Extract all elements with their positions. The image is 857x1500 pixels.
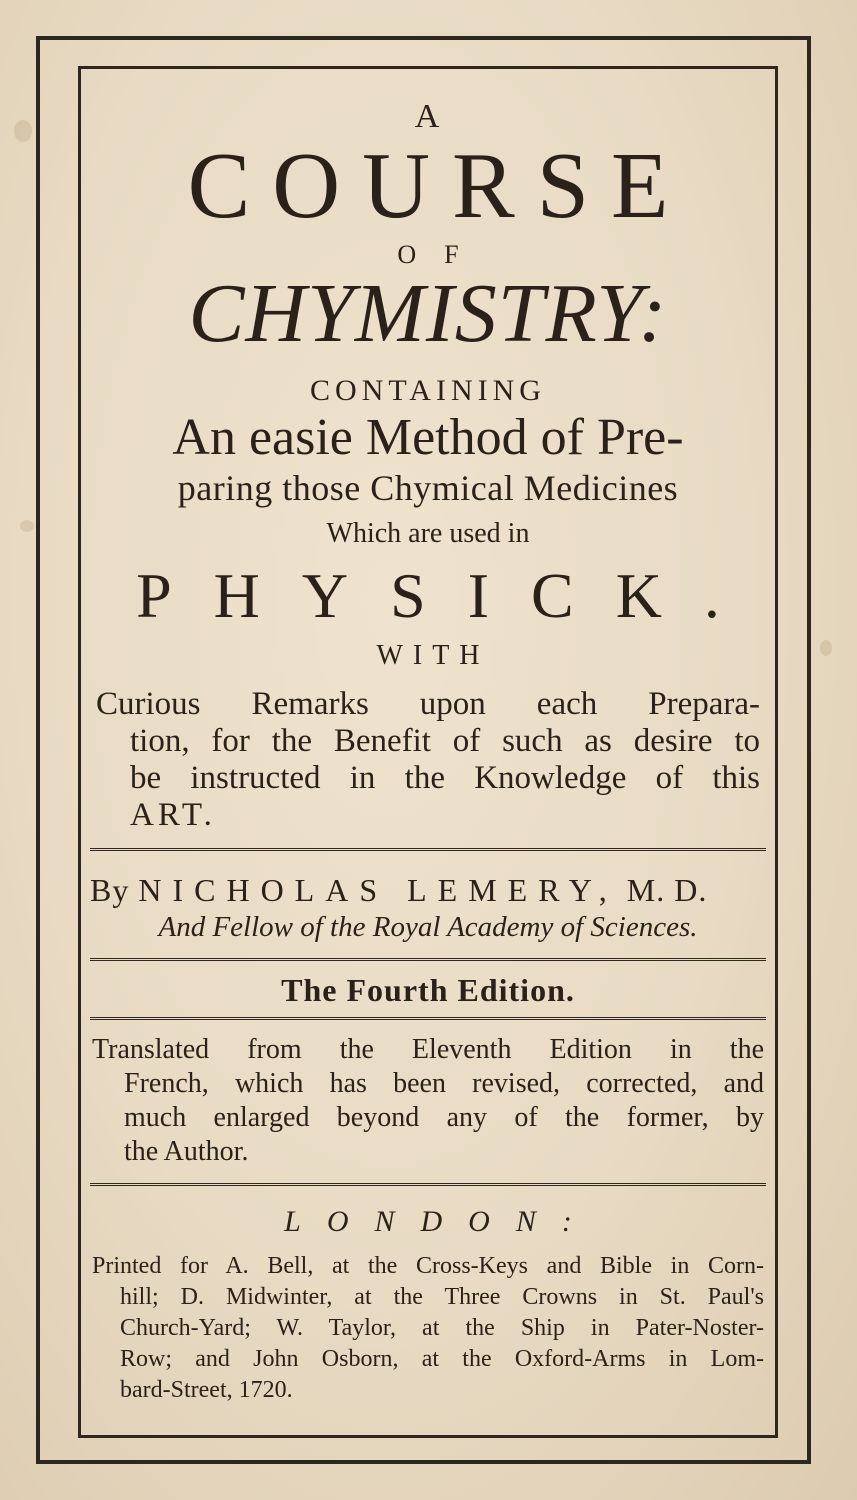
edition-statement: The Fourth Edition. — [281, 972, 575, 1008]
subtitle-which-line: Which are used in — [326, 518, 530, 549]
remarks-paragraph — [96, 686, 760, 834]
translation-line: much enlarged beyond any of the former, by — [124, 1102, 764, 1133]
author-affiliation: And Fellow of the Royal Academy of Sciences. — [158, 911, 698, 943]
title-course: COURSE — [187, 134, 691, 238]
imprint-line: bard-Street, 1720. — [120, 1377, 293, 1403]
remarks-line: ART. — [130, 797, 216, 833]
translation-note — [92, 1033, 764, 1169]
imprint-line: hill; D. Midwinter, at the Three Crowns in St. Paul's — [120, 1284, 764, 1310]
subtitle-with: WITH — [376, 640, 490, 671]
subtitle-method-line-1: An easie Method of Pre- — [172, 409, 684, 466]
rule-divider — [90, 958, 766, 964]
author-by: By — [90, 872, 130, 908]
title-page-text — [84, 72, 772, 1432]
rule-divider — [90, 1017, 766, 1023]
remarks-line: be instructed in the Knowledge of this — [130, 760, 760, 796]
subtitle-containing: CONTAINING — [310, 374, 546, 407]
paper-stain — [20, 520, 34, 532]
remarks-line: tion, for the Benefit of such as desire to — [130, 723, 760, 759]
imprint-city: LONDON: — [284, 1205, 598, 1238]
remarks-line: Curious Remarks upon each Prepara- — [96, 686, 760, 722]
article-a: A — [414, 98, 442, 135]
author-name: NICHOLAS LEMERY, — [138, 872, 618, 908]
author-degree: M. D. — [626, 872, 708, 908]
title-of: OF — [397, 240, 487, 269]
paper-stain — [820, 640, 832, 656]
imprint-line: Church-Yard; W. Taylor, at the Ship in Pater-Noster- — [120, 1315, 764, 1341]
paper-stain — [14, 120, 32, 142]
rule-divider — [90, 848, 766, 854]
subtitle-physick: PHYSICK. — [136, 560, 762, 631]
translation-line: French, which has been revised, corrected, and — [124, 1068, 764, 1099]
title-chymistry: CHYMISTRY: — [188, 267, 668, 360]
author-line — [84, 872, 772, 909]
imprint-line: Printed for A. Bell, at the Cross-Keys and Bible in Corn- — [92, 1253, 764, 1279]
translation-line: Translated from the Eleventh Edition in the — [92, 1034, 764, 1065]
imprint-line: Row; and John Osborn, at the Oxford-Arms in Lom- — [120, 1346, 764, 1372]
subtitle-method-line-2: paring those Chymical Medicines — [177, 468, 679, 508]
translation-line: the Author. — [124, 1136, 249, 1167]
rule-divider — [90, 1183, 766, 1189]
imprint-paragraph — [92, 1251, 764, 1406]
